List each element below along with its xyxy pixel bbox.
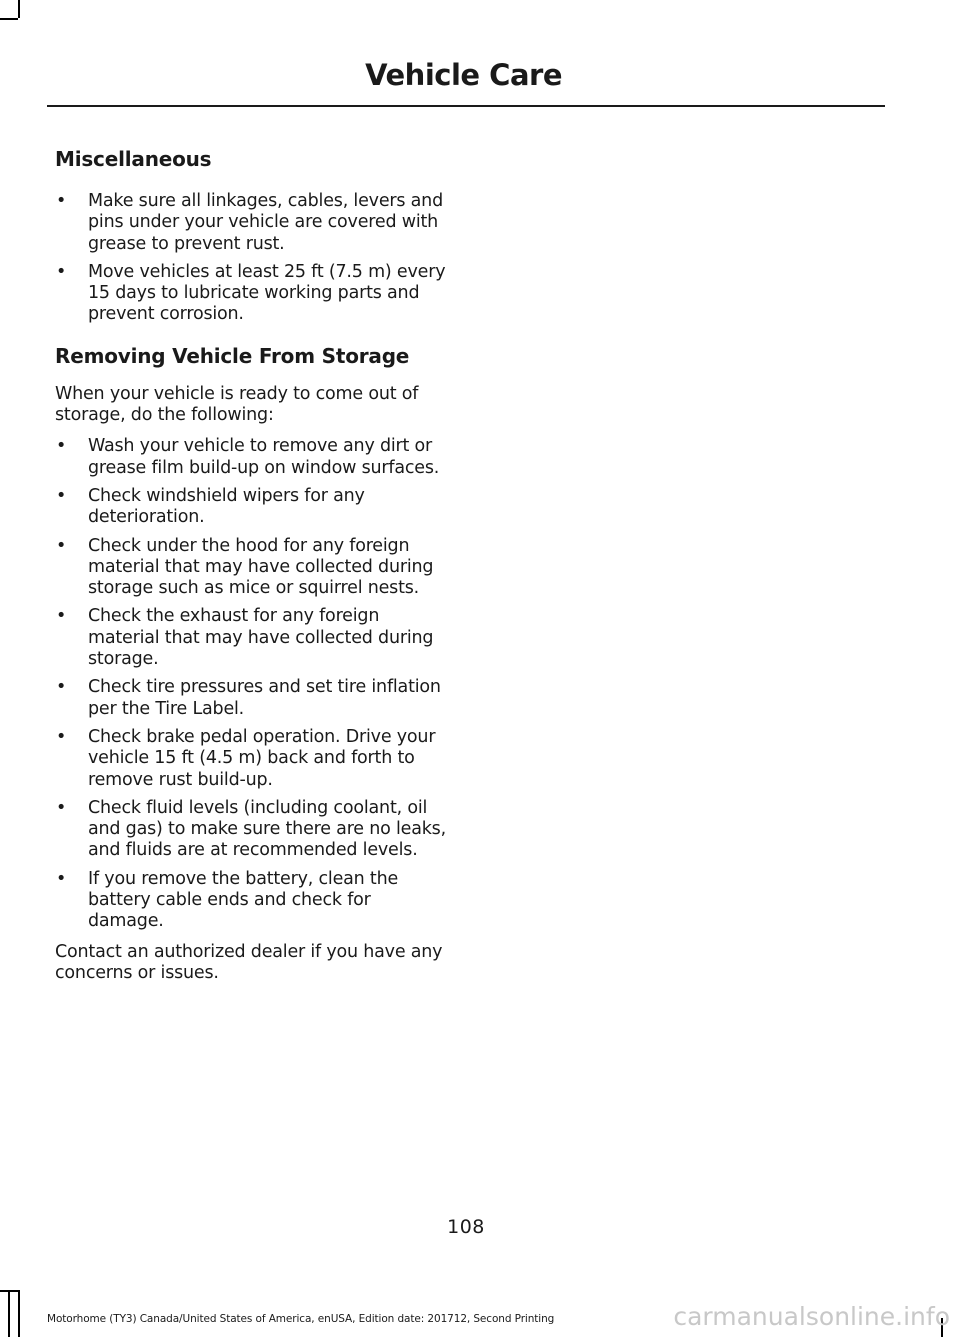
section-heading-miscellaneous: Miscellaneous — [55, 147, 212, 171]
footer-edition-info: Motorhome (TY3) Canada/United States of America, enUSA, Edition date: 201712, Second Printing — [47, 1313, 555, 1325]
bullet-glyph: • — [56, 797, 67, 818]
crop-mark-top-left-vertical — [18, 0, 20, 18]
list-item-text: If you remove the battery, clean the battery cable ends and check for damage. — [88, 868, 399, 932]
watermark: carmanualsonline.info — [673, 1302, 950, 1331]
list-item — [55, 436, 450, 479]
bullet-glyph: • — [56, 726, 67, 747]
bullet-glyph: • — [56, 535, 67, 556]
section-intro: When your vehicle is ready to come out of storage, do the following: — [55, 383, 419, 426]
list-item-text: Check tire pressures and set tire inflation per the Tire Label. — [88, 677, 441, 719]
list-item — [55, 486, 450, 529]
header-rule — [47, 105, 885, 107]
list-item-text: Check fluid levels (including coolant, oil and gas) to make sure there are no leaks, and fluids are at recommended levels. — [88, 797, 446, 861]
list-item — [55, 191, 450, 255]
bullet-glyph: • — [56, 191, 67, 211]
crop-mark-top-left-horizontal — [0, 18, 18, 20]
crop-mark-left-lower — [18, 1290, 20, 1337]
list-item-text: Check windshield wipers for any deterioration. — [88, 485, 365, 528]
bullet-glyph: • — [56, 436, 67, 457]
main-content — [55, 143, 450, 994]
bullet-glyph: • — [56, 868, 67, 889]
page-header-title: Vehicle Care — [365, 58, 562, 92]
list-item-text: Check under the hood for any foreign material that may have collected during storage such as mice or squirrel nests. — [88, 535, 434, 599]
list-item-text: Check brake pedal operation. Drive your vehicle 15 ft (4.5 m) back and forth to remove rust build-up. — [88, 726, 436, 790]
list-item — [55, 606, 450, 670]
bullet-glyph: • — [56, 677, 67, 698]
list-item-text: Move vehicles at least 25 ft (7.5 m) every 15 days to lubricate working parts and prevent corrosion. — [88, 261, 446, 325]
bullet-glyph: • — [56, 606, 67, 627]
list-item — [55, 727, 450, 791]
list-item-text: Wash your vehicle to remove any dirt or grease film build-up on window surfaces. — [88, 436, 440, 478]
section-heading-removing-storage: Removing Vehicle From Storage — [55, 343, 410, 368]
list-item — [55, 869, 450, 933]
list-item — [55, 262, 450, 326]
list-item — [55, 677, 450, 720]
list-item-text: Check the exhaust for any foreign material that may have collected during storage. — [88, 606, 434, 670]
list-item — [55, 536, 450, 600]
list-item — [55, 798, 450, 862]
bullet-glyph: • — [56, 485, 67, 506]
closing-paragraph: Contact an authorized dealer if you have any concerns or issues. — [55, 941, 443, 983]
list-item-text: Make sure all linkages, cables, levers and pins under your vehicle are covered with grease to prevent rust. — [88, 191, 443, 254]
removing-storage-list — [55, 436, 450, 932]
miscellaneous-list — [55, 191, 450, 326]
page-number: 108 — [447, 1216, 485, 1238]
crop-mark-bottom-left-corner — [8, 1292, 10, 1337]
bullet-glyph: • — [56, 261, 67, 282]
